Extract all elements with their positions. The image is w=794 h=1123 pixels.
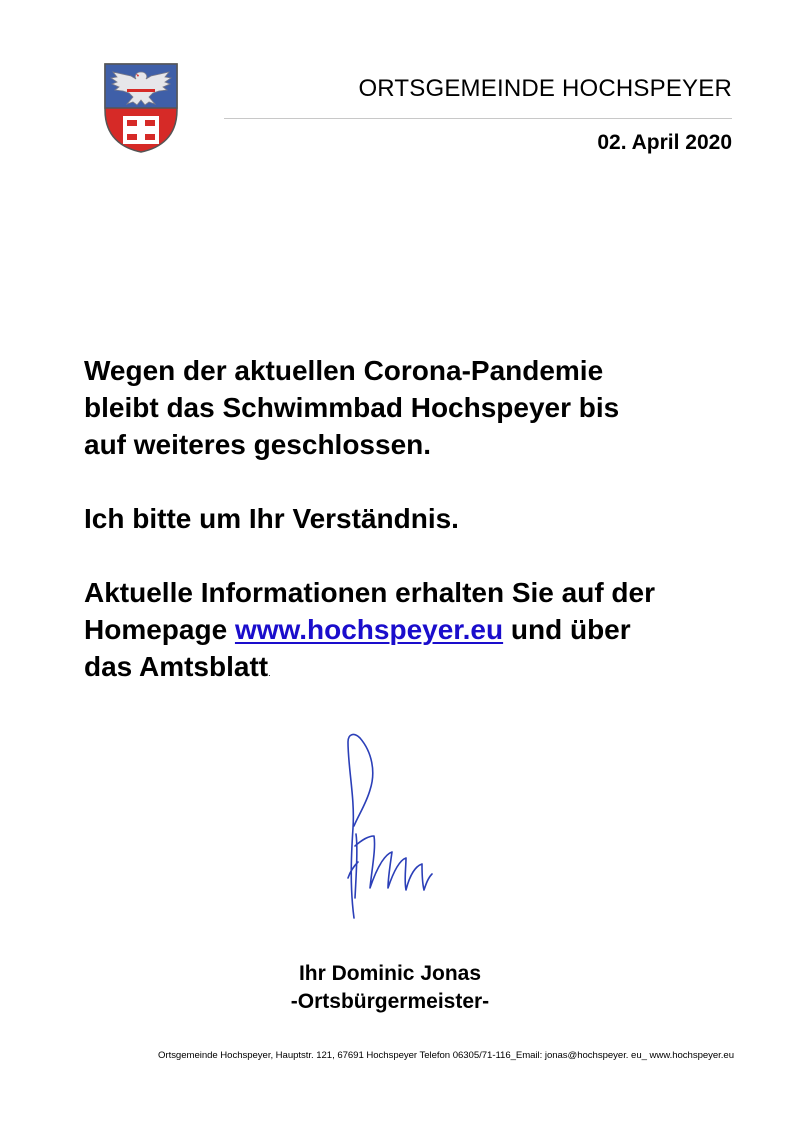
handwritten-signature xyxy=(320,728,450,928)
footer-contact: Ortsgemeinde Hochspeyer, Hauptstr. 121, 67691 Hochspeyer Telefon 06305/71-116_Email: jonas@hochspeyer. eu_ www.hochspeyer.eu xyxy=(158,1050,734,1061)
letter-date: 02. April 2020 xyxy=(597,131,732,154)
trailing-period: . xyxy=(268,668,271,678)
notice-line xyxy=(84,611,754,648)
amtsblatt-text: das Amtsblatt xyxy=(84,651,269,682)
signer-title: -Ortsbürgermeister- xyxy=(290,990,490,1013)
header-divider xyxy=(224,118,732,119)
homepage-prefix: Homepage xyxy=(84,614,235,645)
coat-of-arms-icon xyxy=(103,62,179,154)
notice-line: Wegen der aktuellen Corona-Pandemie xyxy=(84,355,604,386)
notice-line: Aktuelle Informationen erhalten Sie auf der xyxy=(84,577,656,608)
notice-paragraph-information xyxy=(84,574,754,685)
notice-paragraph-closure xyxy=(84,352,754,463)
paragraph-gap xyxy=(84,537,754,574)
homepage-link[interactable]: www.hochspeyer.eu xyxy=(234,614,504,645)
notice-line: auf weiteres geschlossen. xyxy=(84,429,432,460)
notice-paragraph-understanding xyxy=(84,500,754,537)
notice-line xyxy=(84,648,754,685)
homepage-suffix: und über xyxy=(503,614,631,645)
paragraph-gap xyxy=(84,463,754,500)
notice-line: Ich bitte um Ihr Verständnis. xyxy=(84,503,459,534)
notice-body xyxy=(84,352,754,685)
organization-name: ORTSGEMEINDE HOCHSPEYER xyxy=(358,75,732,102)
closing-block xyxy=(240,960,540,1016)
notice-line: bleibt das Schwimmbad Hochspeyer bis xyxy=(84,392,620,423)
closing-greeting: Ihr Dominic Jonas xyxy=(298,962,482,985)
